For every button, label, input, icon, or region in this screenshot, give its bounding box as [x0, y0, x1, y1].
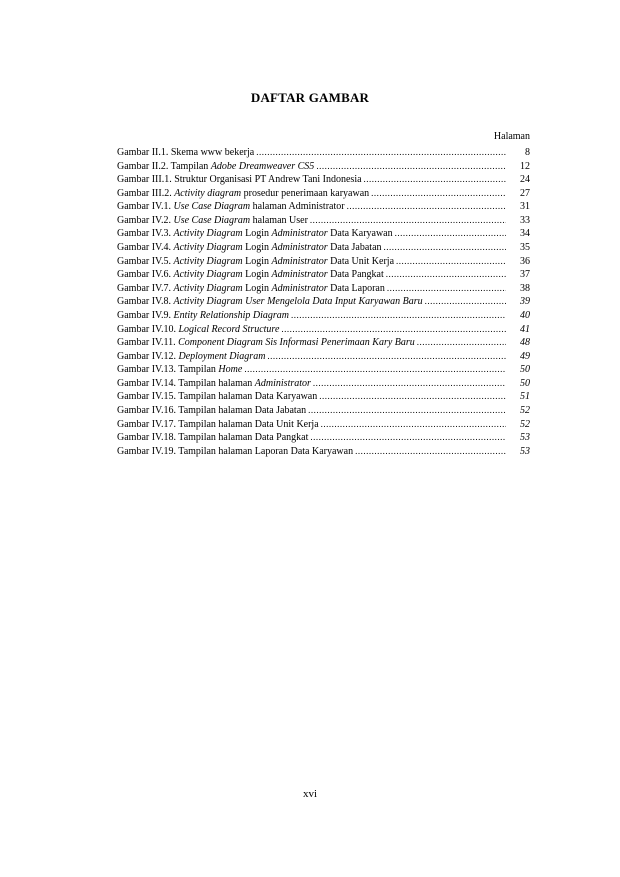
dot-leader	[321, 418, 506, 432]
dot-leader	[256, 146, 506, 160]
figure-entry-label	[117, 323, 279, 337]
figure-entry-italic: Administrator	[254, 377, 311, 389]
figure-list-entry[interactable]	[117, 363, 530, 377]
figure-entry-prefix: Gambar IV.4.	[117, 242, 174, 254]
figure-entry-italic: Activity Diagram	[173, 282, 243, 294]
figure-entry-suffix: Login	[242, 228, 272, 240]
figure-entry-italic: Activity Diagram	[173, 269, 243, 281]
figure-entry-italic2: Administrator	[271, 228, 328, 240]
figure-entry-prefix: Gambar IV.2.	[117, 214, 174, 226]
figure-entry-suffix: Login	[242, 242, 272, 254]
dot-leader	[395, 227, 506, 241]
figure-entry-suffix: Login	[242, 282, 272, 294]
figure-list-entry[interactable]	[117, 173, 530, 187]
figure-entry-prefix: Gambar IV.18. Tampilan halaman Data Pangkat	[117, 432, 309, 444]
dot-leader	[387, 282, 506, 296]
figure-page-number: 49	[520, 350, 530, 362]
figure-list-entry[interactable]	[117, 187, 530, 201]
figure-entry-label	[117, 431, 308, 445]
figure-page-number: 50	[520, 377, 530, 389]
figure-list-entry[interactable]	[117, 418, 530, 432]
figure-entry-prefix: Gambar IV.7.	[117, 282, 174, 294]
figure-entry-prefix: Gambar IV.1.	[117, 201, 174, 213]
figure-page-number: 36	[520, 255, 530, 267]
dot-leader	[310, 214, 506, 228]
figure-page-number: 35	[520, 242, 530, 254]
figure-entry-prefix: Gambar IV.17. Tampilan halaman Data Unit Kerja	[117, 418, 319, 430]
figure-entry-label	[117, 445, 353, 459]
figure-entry-suffix2: Data Jabatan	[327, 242, 382, 254]
figure-entry-italic: Activity Diagram	[173, 228, 243, 240]
figure-entry-italic: Activity Diagram	[173, 242, 243, 254]
figure-list-entry[interactable]	[117, 390, 530, 404]
figure-entry-prefix: Gambar IV.8.	[117, 296, 174, 308]
page-title: DAFTAR GAMBAR	[250, 90, 370, 105]
figure-page-number: 41	[520, 323, 530, 335]
figure-entry-label	[117, 418, 319, 432]
figure-list-entry[interactable]	[117, 309, 530, 323]
figure-entry-italic: Logical Record Structure	[178, 323, 280, 335]
figure-page-number: 39	[520, 296, 530, 308]
figure-list-entry[interactable]	[117, 227, 530, 241]
figure-entry-prefix: Gambar II.2. Tampilan	[117, 160, 211, 172]
figure-list-entry[interactable]	[117, 295, 530, 309]
figure-entry-italic: Deployment Diagram	[178, 350, 266, 362]
figure-page-number: 48	[520, 337, 530, 349]
figure-entry-suffix2: Data Laporan	[327, 282, 385, 294]
figure-list-entry[interactable]	[117, 431, 530, 445]
page-column-header: Halaman	[493, 131, 530, 142]
figure-list-entry[interactable]	[117, 282, 530, 296]
figure-entry-label	[117, 377, 311, 391]
figure-list-entry[interactable]	[117, 445, 530, 459]
figure-entry-suffix: prosedur penerimaan karyawan	[241, 187, 370, 199]
figure-entry-label	[117, 363, 242, 377]
figure-entry-label	[117, 187, 369, 201]
figure-list-entry[interactable]	[117, 214, 530, 228]
figure-entry-label	[117, 214, 308, 228]
figure-entry-italic: Activity diagram	[174, 187, 242, 199]
figure-page-number: 34	[520, 228, 530, 240]
figure-entry-italic: Home	[218, 364, 243, 376]
figure-entry-label	[117, 160, 314, 174]
figure-page-number: 40	[520, 309, 530, 321]
figure-page-number: 37	[520, 269, 530, 281]
figure-entry-prefix: Gambar IV.9.	[117, 309, 174, 321]
figure-entry-label	[117, 200, 345, 214]
figure-entry-prefix: Gambar IV.19. Tampilan halaman Laporan Data Karyawan	[117, 445, 354, 457]
figure-list-entry[interactable]	[117, 336, 530, 350]
dot-leader	[291, 309, 506, 323]
figure-entry-prefix: Gambar IV.3.	[117, 228, 174, 240]
figure-list-entry[interactable]	[117, 200, 530, 214]
dot-leader	[308, 404, 506, 418]
figure-entry-prefix: Gambar IV.13. Tampilan	[117, 364, 219, 376]
figure-entry-prefix: Gambar IV.12.	[117, 350, 179, 362]
figure-list-entry[interactable]	[117, 350, 530, 364]
figure-entry-italic2: Administrator	[271, 269, 328, 281]
figure-entry-italic: Use Case Diagram	[173, 214, 251, 226]
dot-leader	[310, 431, 506, 445]
figure-page-number: 24	[520, 174, 530, 186]
figure-entry-label	[117, 336, 415, 350]
figure-entry-label	[117, 173, 362, 187]
figure-entry-suffix2: Data Pangkat	[327, 269, 384, 281]
figure-entry-prefix: Gambar IV.10.	[117, 323, 179, 335]
figure-entry-prefix: Gambar II.1. Skema www bekerja	[117, 147, 255, 158]
figure-entry-suffix2: Data Unit Kerja	[327, 255, 395, 267]
figure-entry-italic2: Administrator	[271, 242, 328, 254]
figure-page-number: 12	[520, 160, 530, 172]
figure-entry-prefix: Gambar IV.16. Tampilan halaman Data Jabatan	[117, 404, 307, 416]
figure-list-entry[interactable]	[117, 268, 530, 282]
figure-entry-italic: Activity Diagram User Mengelola Data Input Karyawan Baru	[173, 296, 423, 308]
dot-leader	[425, 295, 506, 309]
figure-list-entry[interactable]	[117, 241, 530, 255]
figure-entry-suffix: Login	[242, 255, 272, 267]
figure-page-number: 8	[525, 147, 530, 158]
figure-entry-label	[117, 241, 382, 255]
figure-entry-suffix: halaman User	[250, 214, 308, 226]
dot-leader	[319, 390, 506, 404]
figure-entry-suffix: Login	[242, 269, 272, 281]
figure-entry-label	[117, 295, 423, 309]
figure-entry-label	[117, 146, 254, 160]
figure-list	[117, 146, 530, 458]
figure-entry-suffix: halaman Administrator	[250, 201, 345, 213]
figure-entry-label	[117, 268, 384, 282]
dot-leader	[313, 377, 506, 391]
figure-entry-label	[117, 350, 265, 364]
dot-leader	[384, 241, 506, 255]
figure-entry-italic: Activity Diagram	[173, 255, 243, 267]
figure-entry-prefix: Gambar III.2.	[117, 187, 175, 199]
dot-leader	[244, 363, 506, 377]
figure-page-number: 52	[520, 418, 530, 430]
dot-leader	[364, 173, 506, 187]
dot-leader	[386, 268, 506, 282]
figure-list-entry[interactable]	[117, 323, 530, 337]
dot-leader	[396, 255, 506, 269]
figure-list-entry[interactable]	[117, 146, 530, 160]
figure-entry-italic2: Administrator	[271, 282, 328, 294]
figure-entry-italic: Component Diagram Sis Informasi Penerimaan Kary Baru	[178, 337, 415, 349]
figure-entry-prefix: Gambar IV.5.	[117, 255, 174, 267]
figure-page-number: 50	[520, 364, 530, 376]
figure-entry-italic: Entity Relationship Diagram	[173, 309, 290, 321]
figure-entry-italic: Use Case Diagram	[173, 201, 251, 213]
dot-leader	[281, 323, 506, 337]
figure-page-number: 52	[520, 404, 530, 416]
figure-entry-italic: Adobe Dreamweaver CS5	[210, 160, 315, 172]
dot-leader	[417, 336, 506, 350]
figure-list-entry[interactable]	[117, 255, 530, 269]
figure-entry-label	[117, 255, 394, 269]
figure-page-number: 38	[520, 282, 530, 294]
dot-leader	[355, 445, 506, 459]
figure-entry-prefix: Gambar IV.14. Tampilan halaman	[117, 377, 255, 389]
figure-page-number: 51	[520, 391, 530, 403]
figure-list-entry[interactable]	[117, 377, 530, 391]
dot-leader	[316, 160, 506, 174]
figure-list-entry[interactable]	[117, 404, 530, 418]
figure-page-number: 53	[520, 432, 530, 444]
figure-list-entry[interactable]	[117, 160, 530, 174]
figure-page-number: 33	[520, 214, 530, 226]
figure-entry-prefix: Gambar IV.6.	[117, 269, 174, 281]
figure-page-number: 27	[520, 187, 530, 199]
page-number: xvi	[302, 788, 318, 800]
figure-entry-prefix: Gambar IV.11.	[117, 337, 179, 349]
figure-entry-label	[117, 282, 385, 296]
dot-leader	[347, 200, 506, 214]
figure-entry-label	[117, 404, 306, 418]
figure-entry-suffix2: Data Karyawan	[327, 228, 393, 240]
figure-entry-label	[117, 227, 393, 241]
figure-entry-prefix: Gambar IV.15. Tampilan halaman Data Karyawan	[117, 391, 318, 403]
figure-entry-italic2: Administrator	[271, 255, 328, 267]
figure-entry-label	[117, 390, 317, 404]
figure-page-number: 53	[520, 445, 530, 457]
dot-leader	[371, 187, 506, 201]
dot-leader	[267, 350, 506, 364]
figure-entry-label	[117, 309, 289, 323]
figure-page-number: 31	[520, 201, 530, 213]
figure-entry-prefix: Gambar III.1. Struktur Organisasi PT Andrew Tani Indonesia	[117, 174, 362, 186]
